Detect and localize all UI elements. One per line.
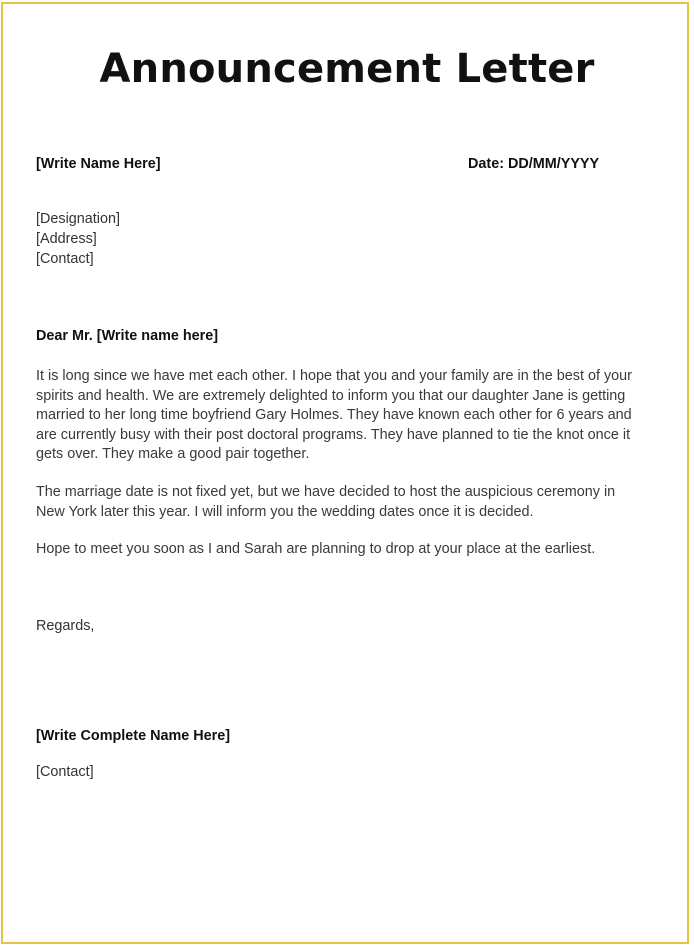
signature-name: [Write Complete Name Here] <box>36 728 231 744</box>
sender-address: [Address] <box>36 231 97 247</box>
paragraph-line: gets over. They make a good pair together. <box>36 446 310 462</box>
salutation: Dear Mr. [Write name here] <box>36 328 219 344</box>
sender-name: [Write Name Here] <box>36 156 161 172</box>
paragraph-line: are currently busy with their post doctoral programs. They have planned to tie the knot once it <box>36 426 631 443</box>
paragraph-line: It is long since we have met each other. I hope that you and your family are in the best of your <box>36 368 632 384</box>
paragraph-line: New York later this year. I will inform you the wedding dates once it is decided. <box>36 503 534 520</box>
paragraph-line: Hope to meet you soon as I and Sarah are planning to drop at your place at the earliest. <box>36 541 596 557</box>
closing-regards: Regards, <box>36 618 95 634</box>
sender-designation: [Designation] <box>36 211 120 227</box>
letter-page-border <box>1 2 689 944</box>
paragraph-closing-note <box>36 540 656 560</box>
paragraph-line: The marriage date is not fixed yet, but we have decided to host the auspicious ceremony in <box>36 484 616 500</box>
paragraph-marriage-date <box>36 483 656 522</box>
paragraph-line: married to her long time boyfriend Gary Holmes. They have known each other for 6 years and <box>36 407 632 423</box>
signature-contact: [Contact] <box>36 764 94 780</box>
paragraph-announcement <box>36 367 656 465</box>
letter-title: Announcement Letter <box>99 46 595 92</box>
paragraph-line: spirits and health. We are extremely delighted to inform you that our daughter Jane is getting <box>36 387 626 404</box>
sender-contact: [Contact] <box>36 251 94 267</box>
letter-date: Date: DD/MM/YYYY <box>468 156 600 172</box>
